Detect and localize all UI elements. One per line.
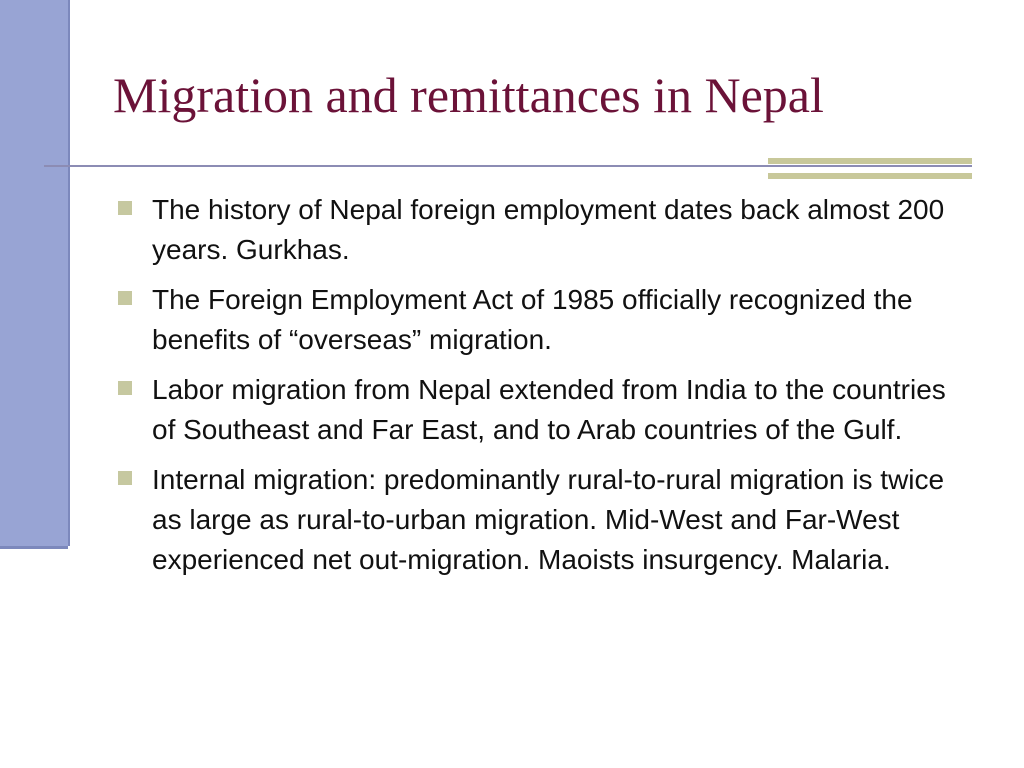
bullet-item [118, 460, 968, 580]
bullet-text: The history of Nepal foreign employment dates back almost 200 years. Gurkhas. [152, 194, 945, 265]
square-bullet-icon [118, 471, 132, 485]
slide-title: Migration and remittances in Nepal [113, 67, 824, 123]
bullet-item [118, 280, 968, 360]
title-divider-line [44, 165, 972, 167]
bullet-list [118, 190, 968, 590]
bullet-text: Labor migration from Nepal extended from India to the countries of Southeast and Far East, and to Arab countries of the Gulf. [152, 374, 946, 445]
bullet-item [118, 370, 968, 450]
bullet-text: Internal migration: predominantly rural-to-rural migration is twice as large as rural-to-urban migration. Mid-West and Far-West experienced net out-migration. Maoists insurgency. Malaria. [152, 464, 945, 575]
accent-bar-upper [768, 158, 972, 164]
accent-bar-lower [768, 173, 972, 179]
square-bullet-icon [118, 381, 132, 395]
square-bullet-icon [118, 291, 132, 305]
bullet-item [118, 190, 968, 270]
bullet-text: The Foreign Employment Act of 1985 officially recognized the benefits of “overseas” migration. [152, 284, 913, 355]
square-bullet-icon [118, 201, 132, 215]
left-decorative-bar [0, 0, 68, 546]
